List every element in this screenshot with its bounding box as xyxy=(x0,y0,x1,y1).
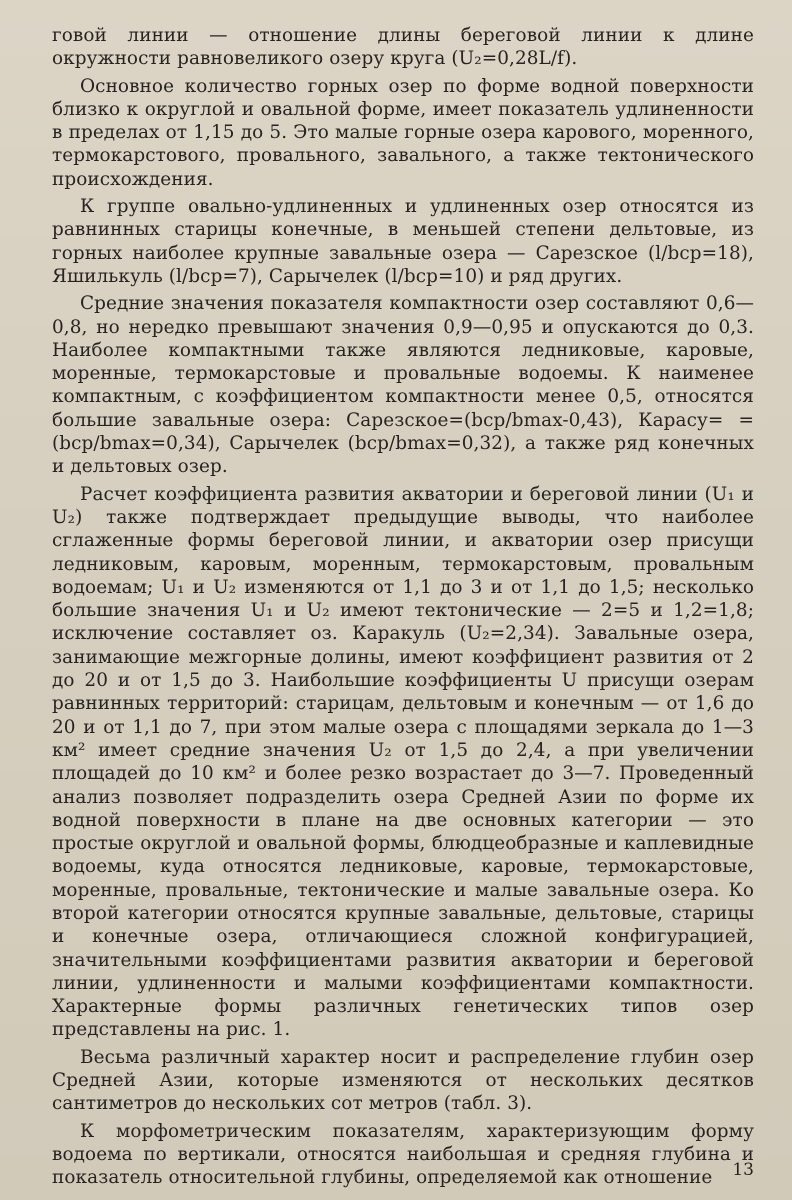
paragraph-5: Расчет коэффициента развития акватории и береговой линии (U₁ и U₂) также подтверждает предыдущие выводы, что наиболее сглаженные формы береговой линии, и акватории озер присущи ледниковым, каровым, моренным, термокарстовым, провальным водоемам; U₁ и U₂ изменяются от 1,1 до 3 и от 1,1 до 1,5; несколько большие значения U₁ и U₂ имеют тектонические — 2=5 и 1,2=1,8; исключение составляет оз. Каракуль (U₂=2,34). Завальные озера, занимающие межгорные долины, имеют коэффициент развития от 2 до 20 и от 1,5 до 3. Наибольшие коэффициенты U присущи озерам равнинных территорий: старицам, дельтовым и конечным — от 1,6 до 20 и от 1,1 до 7, при этом малые озера с площадями зеркала до 1—3 км² имеет средние значения U₂ от 1,5 до 2,4, а при увеличении площадей до 10 км² и более резко возрастает до 3—7. Проведенный анализ позволяет подразделить озера Средней Азии по форме их водной поверхности в плане на две основных категории — это простые округлой и овальной формы, блюдцеобразные и каплевидные водоемы, куда относятся ледниковые, каровые, термокарстовые, моренные, провальные, тектонические и малые завальные озера. Ко второй категории относятся крупные завальные, дельтовые, старицы и конечные озера, отличающиеся сложной конфигурацией, значительными коэффициентами развития акватории и береговой линии, удлиненности и малыми коэффициентами компактности. Характерные формы различных генетических типов озер представлены на рис. 1. xyxy=(52,483,754,1041)
paragraph-2: Основное количество горных озер по форме водной поверхности близко к округлой и овальной форме, имеет показатель удлиненности в пределах от 1,15 до 5. Это малые горные озера карового, моренного, термокарстового, провального, завального, а также тектонического происхождения. xyxy=(52,75,754,190)
paragraph-4: Средние значения показателя компактности озер составляют 0,6—0,8, но нередко превышают значения 0,9—0,95 и опускаются до 0,3. Наиболее компактными также являются ледниковые, каровые, моренные, термокарстовые и провальные водоемы. К наименее компактным, с коэффициентом компактности менее 0,5, относятся большие завальные озера: Сарезское=(bср/bmax-0,43), Карасу= =(bср/bmax=0,34), Сарычелек (bср/bmax=0,32), а также ряд конечных и дельтовых озер. xyxy=(52,293,754,478)
paragraph-6: Весьма различный характер носит и распределение глубин озер Средней Азии, которые изменяются от нескольких десятков сантиметров до нескольких сот метров (табл. 3). xyxy=(52,1046,754,1115)
page-number: 13 xyxy=(732,1160,754,1180)
paragraph-3: К группе овально-удлиненных и удлиненных озер относятся из равнинных старицы конечные, в меньшей степени дельтовые, из горных наиболее крупные завальные озера — Сарезское (l/bср=18), Яшилькуль (l/bср=7), Сарычелек (l/bср=10) и ряд других. xyxy=(52,196,754,287)
paragraph-7: К морфометрическим показателям, характеризующим форму водоема по вертикали, относятся наибольшая и средняя глубина и показатель относительной глубины, определяемой как отношение xyxy=(52,1120,754,1189)
paragraph-1: говой линии — отношение длины береговой линии к длине окружности равновеликого озеру круга (U₂=0,28L/f). xyxy=(52,25,754,70)
